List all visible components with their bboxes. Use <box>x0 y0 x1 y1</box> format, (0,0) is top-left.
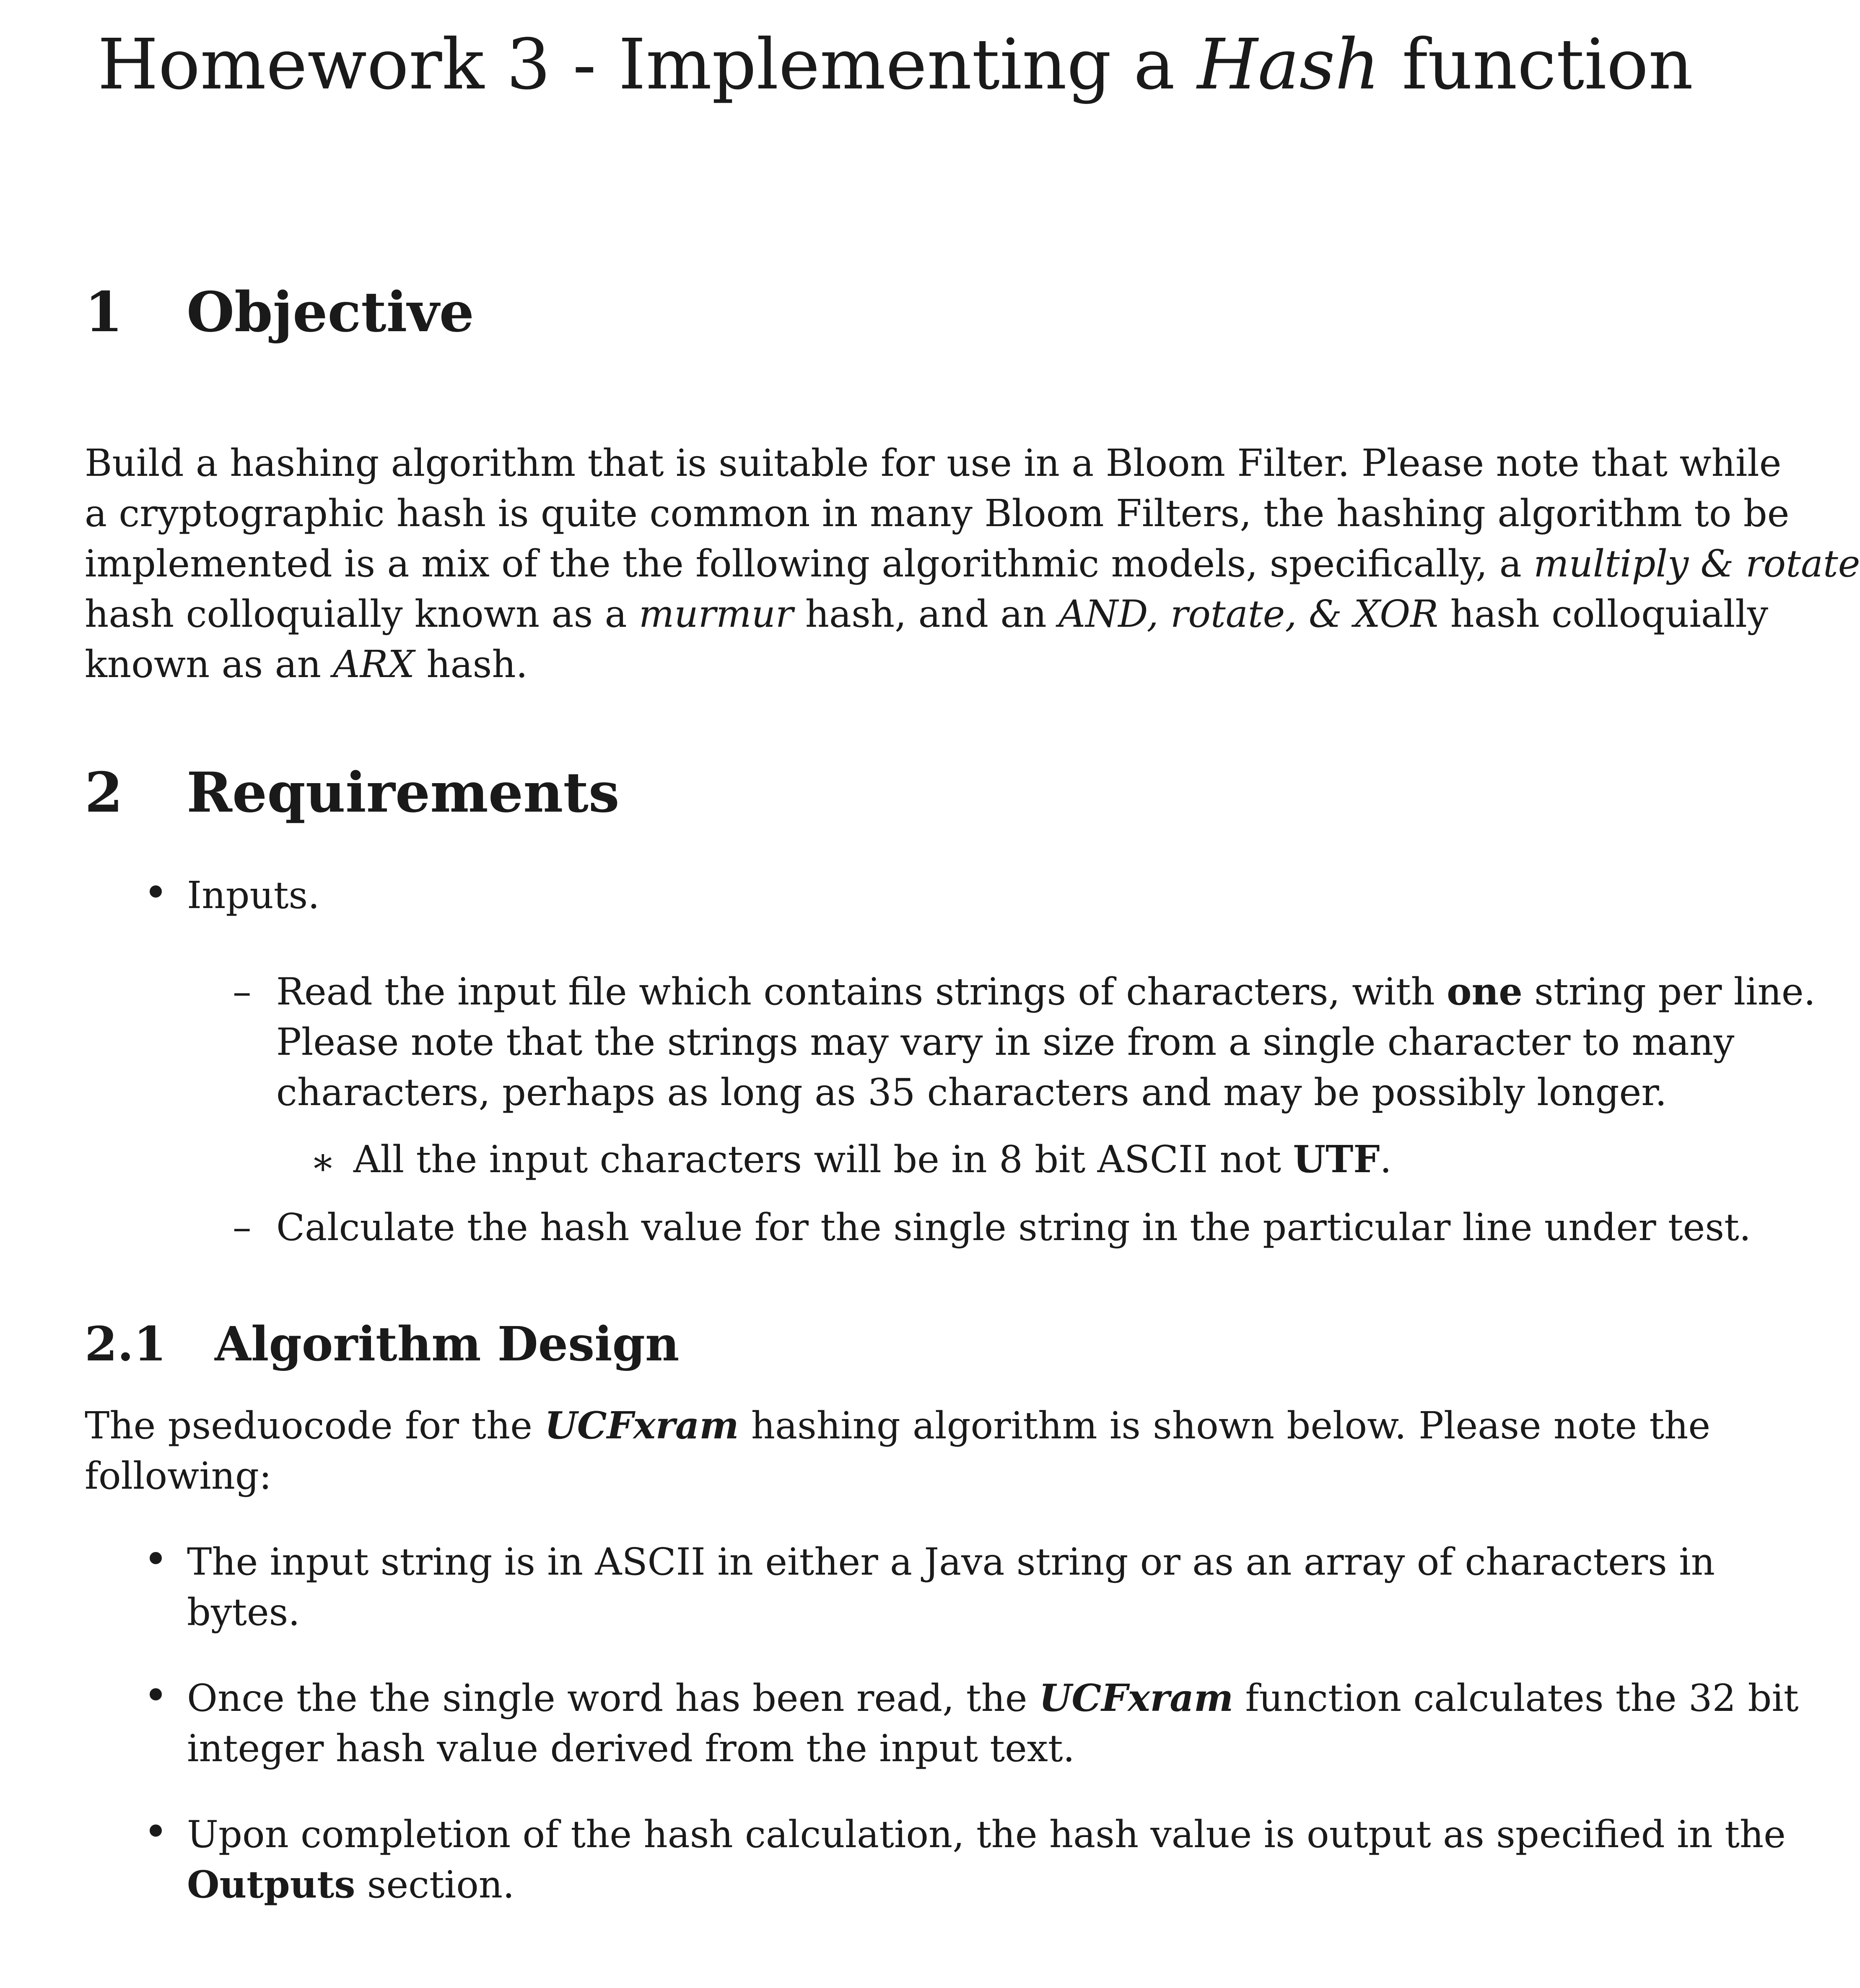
section-heading-requirements: 2 Requirements <box>85 760 620 825</box>
text-line: implemented is a mix of the the following algorithmic models, specifically, a multiply & rotate <box>85 542 1860 585</box>
text-line: Read the input file which contains strings of characters, with one string per line. <box>276 969 1816 1013</box>
document-title: Homework 3 - Implementing a Hash function <box>97 24 1694 105</box>
title-hash-word: Hash <box>1197 24 1380 105</box>
dash-marker: – <box>233 1205 252 1249</box>
objective-paragraph <box>85 438 1860 689</box>
algorithm-bullet-ascii <box>187 1536 1715 1637</box>
algorithm-intro-paragraph <box>85 1400 1710 1501</box>
read-input-item <box>276 966 1816 1117</box>
text-line: Calculate the hash value for the single string in the particular line under test. <box>276 1205 1751 1249</box>
dash-marker: – <box>233 970 252 1013</box>
inputs-item <box>187 870 1710 920</box>
text-line: Upon completion of the hash calculation, the hash value is output as specified in the <box>187 1812 1786 1856</box>
text-line: The input string is in ASCII in either a Java string or as an array of characters in <box>187 1540 1715 1583</box>
text-line: Please note that the strings may vary in size from a single character to many <box>276 1020 1735 1064</box>
text-line: Inputs. <box>187 873 320 917</box>
text-line: Build a hashing algorithm that is suitable for use in a Bloom Filter. Please note that while <box>85 441 1782 485</box>
bullet-marker: • <box>143 1671 168 1720</box>
text-line: All the input characters will be in 8 bit ASCII not UTF. <box>353 1137 1392 1181</box>
algorithm-bullet-function <box>187 1673 1799 1773</box>
text-line: The pseduocode for the UCFxram hashing algorithm is shown below. Please note the <box>85 1403 1710 1447</box>
text-line: characters, perhaps as long as 35 characters and may be possibly longer. <box>276 1070 1667 1114</box>
calculate-item <box>276 1202 1751 1252</box>
bullet-marker: • <box>143 868 168 917</box>
text-line: integer hash value derived from the input text. <box>187 1726 1075 1770</box>
text-line: a cryptographic hash is quite common in many Bloom Filters, the hashing algorithm to be <box>85 491 1790 535</box>
section-heading-objective: 1 Objective <box>85 280 474 344</box>
text-line: Outputs section. <box>187 1862 515 1906</box>
ascii-note-item <box>353 1134 1710 1184</box>
text-line: hash colloquially known as a murmur hash, and an AND, rotate, & XOR hash colloquially <box>85 592 1769 636</box>
text-line: Once the the single word has been read, the UCFxram function calculates the 32 bit <box>187 1676 1799 1720</box>
text-line: following: <box>85 1454 272 1497</box>
section-heading-algorithm-design: 2.1 Algorithm Design <box>85 1317 680 1372</box>
text-line: known as an ARX hash. <box>85 642 528 686</box>
bullet-marker: • <box>143 1535 168 1584</box>
text-line: bytes. <box>187 1590 300 1634</box>
star-marker: ∗ <box>310 1139 336 1183</box>
algorithm-bullet-output <box>187 1809 1786 1910</box>
bullet-marker: • <box>143 1807 168 1856</box>
